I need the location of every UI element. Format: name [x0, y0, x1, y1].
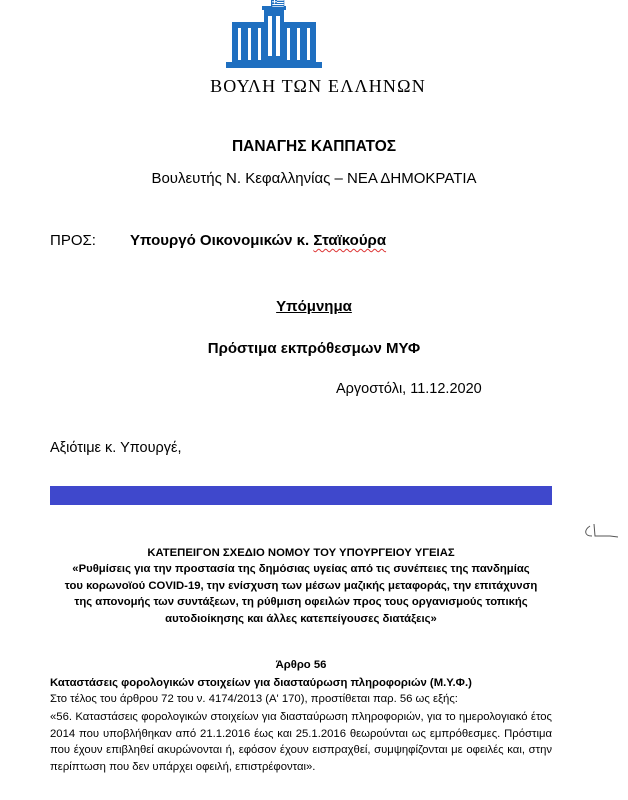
- parliament-logo-icon: [224, 0, 324, 70]
- article-number: Άρθρο 56: [275, 659, 327, 671]
- handwritten-mark-icon: [580, 522, 620, 542]
- recipient-prefix: Υπουργό Οικονομικών κ.: [130, 232, 314, 249]
- author-name: ΠΑΝΑΓΗΣ ΚΑΠΠΑΤΟΣ: [231, 138, 397, 155]
- memo-title: Υπόμνημα: [276, 298, 352, 315]
- recipient-name: Σταϊκούρα: [313, 232, 387, 249]
- recipient-value: [130, 232, 386, 249]
- organization-name: ΒΟΥΛΗ ΤΩΝ ΕΛΛΗΝΩΝ: [210, 76, 426, 96]
- bill-title: «Ρυθμίσεις για την προστασία της δημόσιας υγείας από τις συνέπειες της πανδημίας του κορωνοϊού COVID-19, την ενίσχυση των μέσων μαζικής μεταφοράς, την επιτάχυνση της απονομής των συντάξεων, τη ρύθμιση οφειλών προς τους οργανισμούς τοπικής αυτοδιοίκησης και άλλες κατεπείγουσες διατάξεις»: [64, 563, 538, 625]
- salutation: Αξιότιμε κ. Υπουργέ,: [50, 440, 182, 456]
- article-intro: Στο τέλος του άρθρου 72 του ν. 4174/2013 (Α' 170), προστίθεται παρ. 56 ως εξής:: [50, 693, 458, 705]
- article-text: «56. Καταστάσεις φορολογικών στοιχείων για διασταύρωση πληροφοριών, για το ημερολογιακό έτος 2014 που υποβλήθηκαν από 21.1.2016 έως και 25.1.2016 θεωρούνται ως εμπρόθεσμες. Πρόστιμα που έχουν επιβληθεί ακυρώνονται ή, εφόσον έχουν εισπραχθεί, συμψηφίζονται με οφειλές και, στην περίπτωση που δεν υπάρχει οφειλή, επιστρέφονται».: [50, 711, 552, 773]
- blue-divider-bar: [50, 486, 552, 505]
- article-title: Καταστάσεις φορολογικών στοιχείων για διασταύρωση πληροφοριών (Μ.Υ.Φ.): [50, 677, 472, 689]
- recipient-label: ΠΡΟΣ:: [50, 232, 96, 249]
- author-role: Βουλευτής Ν. Κεφαλληνίας – ΝΕΑ ΔΗΜΟΚΡΑΤΙΑ: [151, 170, 477, 187]
- memo-subject: Πρόστιμα εκπρόθεσμων ΜΥΦ: [207, 340, 421, 357]
- bill-heading: ΚΑΤΕΠΕΙΓΟΝ ΣΧΕΔΙΟ ΝΟΜΟΥ ΤΟΥ ΥΠΟΥΡΓΕΙΟΥ ΥΓΕΙΑΣ: [147, 547, 455, 559]
- memo-date: Αργοστόλι, 11.12.2020: [336, 381, 482, 397]
